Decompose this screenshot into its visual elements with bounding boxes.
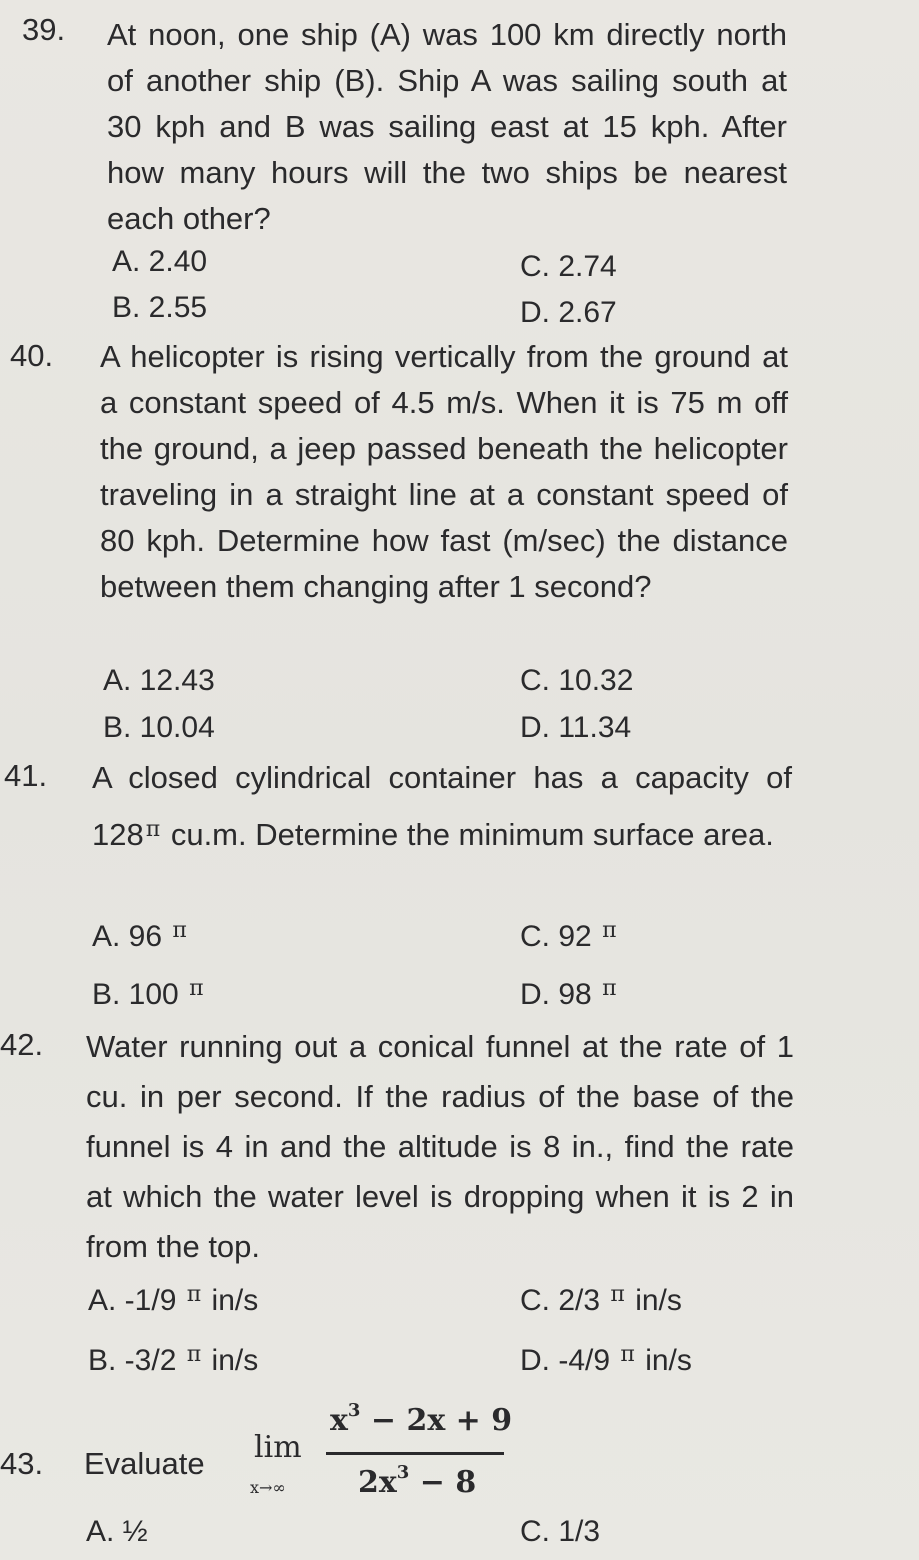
q42-option-b: B. -3/2 $^\pi$ in/s	[88, 1342, 259, 1377]
q41-text-after: cu.m. Determine the minimum surface area.	[170, 817, 774, 852]
pi-symbol: π	[145, 817, 161, 842]
q39-option-c: C. 2.74	[520, 250, 617, 283]
q41-option-b: B. 100 $^\pi$	[92, 976, 204, 1011]
question-40-text: A helicopter is rising vertically from the ground at a constant speed of 4.5 m/s. When it is 75 m off the ground, a jeep passed beneath the helicopter traveling in a straight line at a constant speed of 80 kph. Determine how fast (m/sec) the distance between them changing after 1 second?	[100, 339, 788, 604]
q39-option-b: B. 2.55	[112, 291, 208, 324]
question-39-number: 39.	[22, 12, 66, 47]
q41-option-c: C. 92 $^\pi$	[520, 918, 617, 953]
fraction-bar	[326, 1452, 504, 1455]
lim-word: lim	[254, 1430, 302, 1465]
fraction-numerator: $x^3 - 2x + 9$	[330, 1400, 513, 1438]
q41-text-before: A closed cylindrical container has a capacity of 128	[92, 760, 792, 852]
question-42-number: 42.	[0, 1027, 44, 1062]
q43-option-c: C. 1/3	[520, 1515, 601, 1548]
question-39-text: At noon, one ship (A) was 100 km directly north of another ship (B). Ship A was sailing south at 30 kph and B was sailing east at 15 kph. After how many hours will the two ships be nearest each other?	[107, 17, 787, 236]
q41-option-d: D. 98 $^\pi$	[520, 976, 617, 1011]
q42-option-a: A. -1/9 $^\pi$ in/s	[88, 1282, 259, 1317]
question-43-text: Evaluate	[84, 1446, 205, 1481]
fraction-denominator: $2x^3 - 8$	[358, 1462, 477, 1500]
question-40-number: 40.	[10, 338, 54, 373]
q43-option-a: A. ½	[86, 1515, 148, 1548]
question-43-number: 43.	[0, 1446, 44, 1481]
q41-option-a: A. 96 $^\pi$	[92, 918, 187, 953]
question-41-text	[92, 752, 792, 861]
q42-option-d: D. -4/9 $^\pi$ in/s	[520, 1342, 692, 1377]
q40-option-c: C. 10.32	[520, 664, 634, 697]
limit-expression	[250, 1400, 520, 1510]
question-42-text: Water running out a conical funnel at the rate of 1 cu. in per second. If the radius of the base of the funnel is 4 in and the altitude is 8 in., find the rate at which the water level is dropping when it is 2 in from the top.	[86, 1029, 794, 1264]
q40-option-d: D. 11.34	[520, 711, 632, 744]
q40-option-b: B. 10.04	[103, 711, 215, 744]
question-41-number: 41.	[4, 758, 48, 793]
q42-option-c: C. 2/3 $^\pi$ in/s	[520, 1282, 682, 1317]
lim-subscript: x→∞	[250, 1478, 286, 1497]
q39-option-a: A. 2.40	[112, 245, 208, 278]
q39-option-d: D. 2.67	[520, 296, 617, 329]
q40-option-a: A. 12.43	[103, 664, 215, 697]
